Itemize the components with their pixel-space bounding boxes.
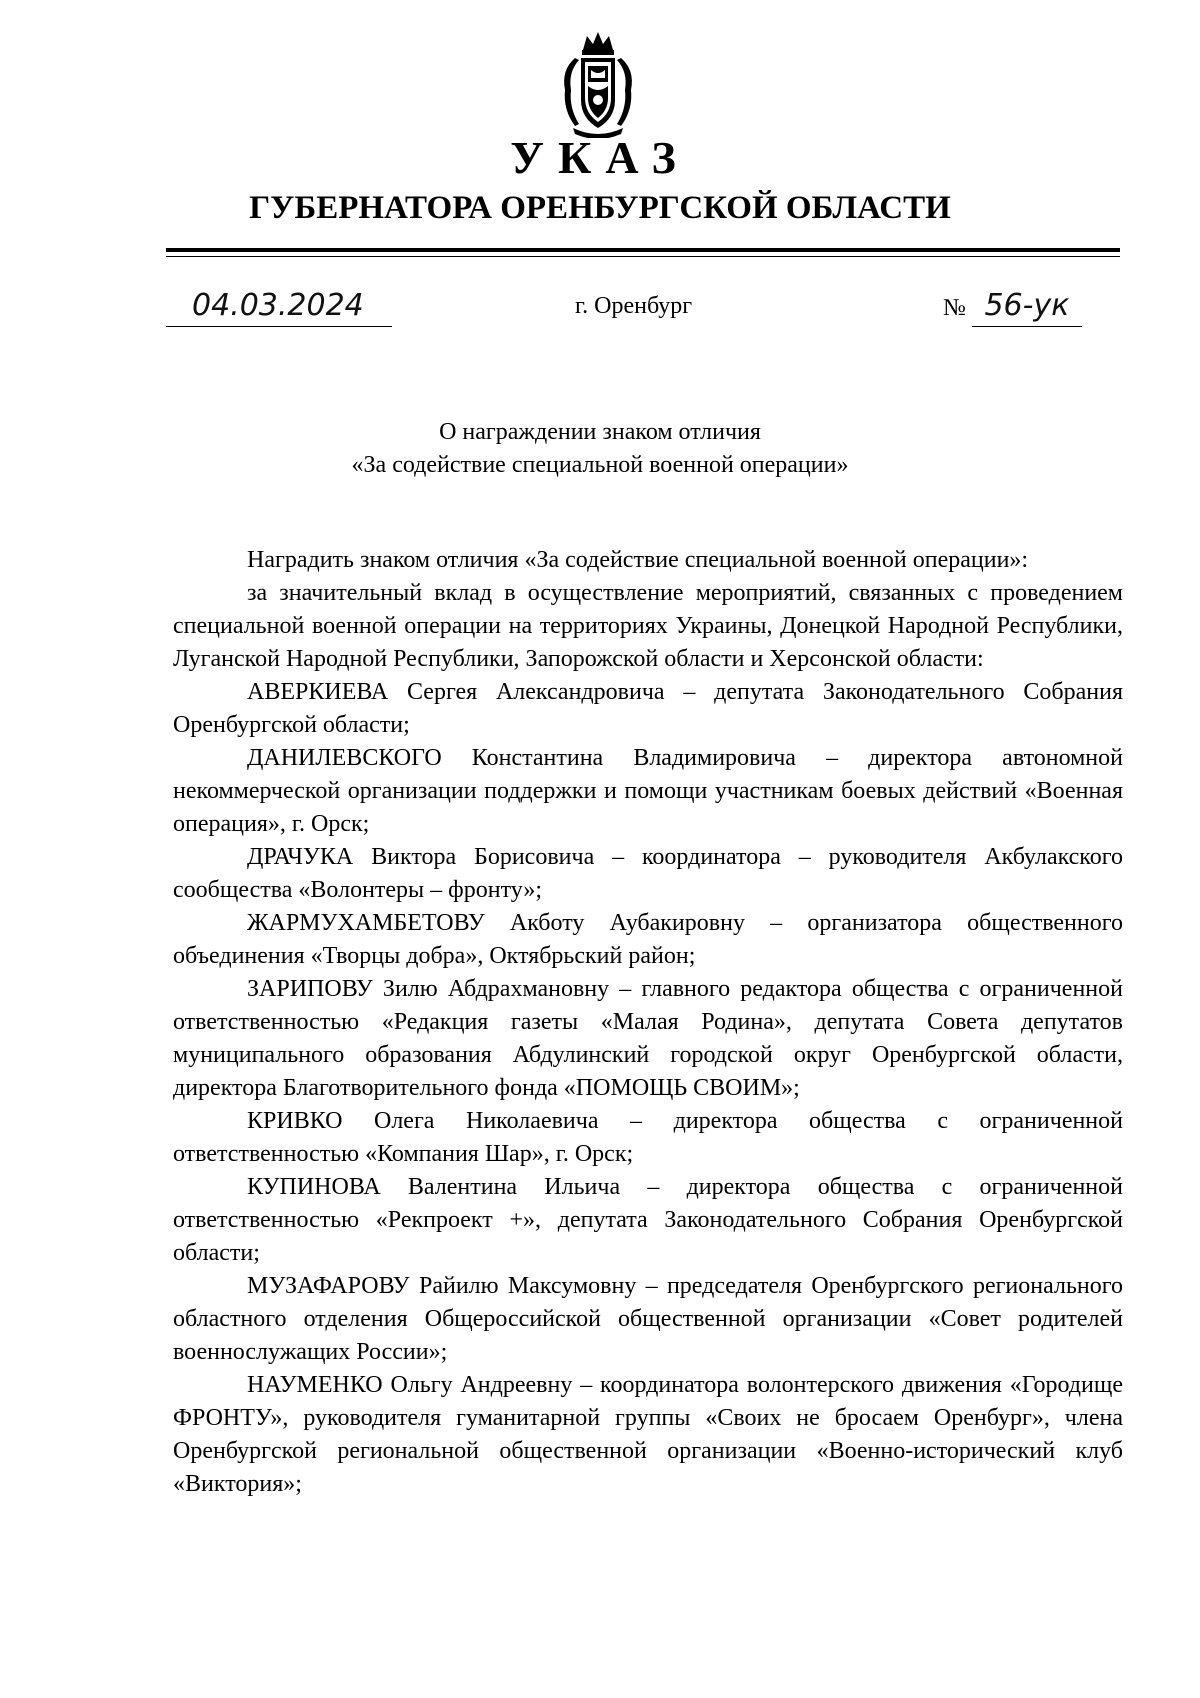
document-heading-line-2: «За содействие специальной военной операции»	[351, 452, 849, 478]
body-paragraph: Наградить знаком отличия «За содействие специальной военной операции»:	[247, 547, 1029, 573]
header-rule-thin	[166, 256, 1120, 257]
document-body	[173, 544, 1123, 1501]
document-city: г. Оренбург	[575, 293, 693, 319]
award-entry: ДАНИЛЕВСКОГО Константина Владимировича – директора автономной некоммерческой организации поддержки и помощи участникам боевых действий «Военная операция», г. Орск;	[173, 745, 1123, 837]
document-number: 56-ук	[972, 286, 1082, 327]
document-heading	[0, 416, 1200, 482]
document-heading-line-1: О награждении знаком отличия	[439, 419, 761, 445]
award-entry: КРИВКО Олега Николаевича – директора общества с ограниченной ответственностью «Компания Шар», г. Орск;	[173, 1108, 1123, 1167]
document-date-field	[166, 286, 392, 327]
award-entry: ЗАРИПОВУ Зилю Абдрахмановну – главного редактора общества с ограниченной ответственностью «Редакция газеты «Малая Родина», депутата Совета депутатов муниципального образования Абдулинский городской округ Оренбургской области, директора Благотворительного фонда «ПОМОЩЬ СВОИМ»;	[173, 976, 1123, 1101]
header-rule-thick	[166, 248, 1120, 252]
coat-of-arms-icon	[555, 30, 641, 138]
award-entry: ЖАРМУХАМБЕТОВУ Акботу Аубакировну – организатора общественного объединения «Творцы добра», Октябрьский район;	[173, 910, 1123, 969]
document-subtitle: ГУБЕРНАТОРА ОРЕНБУРГСКОЙ ОБЛАСТИ	[249, 190, 951, 226]
award-entry: ДРАЧУКА Виктора Борисовича – координатора – руководителя Акбулакского сообщества «Волонтеры – фронту»;	[173, 844, 1123, 903]
award-entry: КУПИНОВА Валентина Ильича – директора общества с ограниченной ответственностью «Рекпроект +», депутата Законодательного Собрания Оренбургской области;	[173, 1174, 1123, 1266]
document-title: УКАЗ	[510, 132, 690, 183]
award-entry: МУЗАФАРОВУ Райилю Максумовну – председателя Оренбургского регионального областного отделения Общероссийской общественной организации «Совет родителей военнослужащих России»;	[173, 1273, 1123, 1365]
document-number-field	[943, 286, 1082, 326]
document-date: 04.03.2024	[192, 288, 364, 323]
award-entry: НАУМЕНКО Ольгу Андреевну – координатора волонтерского движения «Городище ФРОНТУ», руководителя гуманитарной группы «Своих не бросаем Оренбург», члена Оренбургской региональной общественной организации «Военно-исторический клуб «Виктория»;	[173, 1372, 1123, 1497]
document-number-label: №	[943, 295, 966, 321]
body-paragraph: за значительный вклад в осуществление мероприятий, связанных с проведением специальной военной операции на территориях Украины, Донецкой Народной Республики, Луганской Народной Республики, Запорожской области и Херсонской области:	[173, 580, 1123, 672]
award-entry: АВЕРКИЕВА Сергея Александровича – депутата Законодательного Собрания Оренбургской области;	[173, 679, 1123, 738]
